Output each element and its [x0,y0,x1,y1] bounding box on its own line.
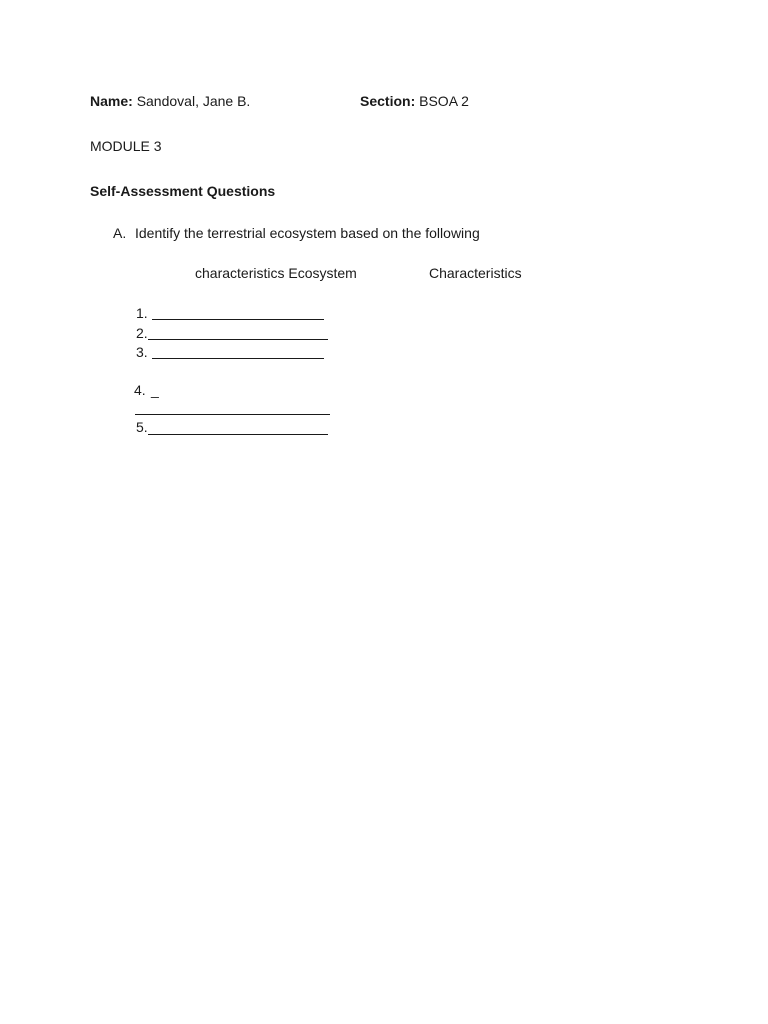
answer-blank-5[interactable] [148,434,328,435]
question-text: Identify the terrestrial ecosystem based on the following [135,225,480,241]
name-field [90,93,250,109]
name-label: Name: [90,93,133,109]
answer-number-4: 4. [134,382,146,398]
characteristics-label: Characteristics [429,265,522,281]
columns-line: characteristics Ecosystem [195,265,357,281]
answer-blank-4[interactable] [135,414,330,415]
answer-number-1: 1. [136,305,148,321]
answer-number-5: 5. [136,419,148,435]
section-field [360,93,469,109]
answer-number-2: 2. [136,325,148,341]
answer-number-3: 3. [136,344,148,360]
section-heading: Self-Assessment Questions [90,183,276,199]
answer-blank-3[interactable] [152,358,324,359]
module-title: MODULE 3 [90,138,162,154]
section-label: Section: [360,93,416,109]
answer-blank-2[interactable] [148,339,328,340]
name-value: Sandoval, Jane B. [136,93,251,109]
answer-blank-1[interactable] [152,319,324,320]
answer-4-dash: _ [151,382,159,398]
section-value: BSOA 2 [419,93,469,109]
question-letter: A. [113,225,127,241]
